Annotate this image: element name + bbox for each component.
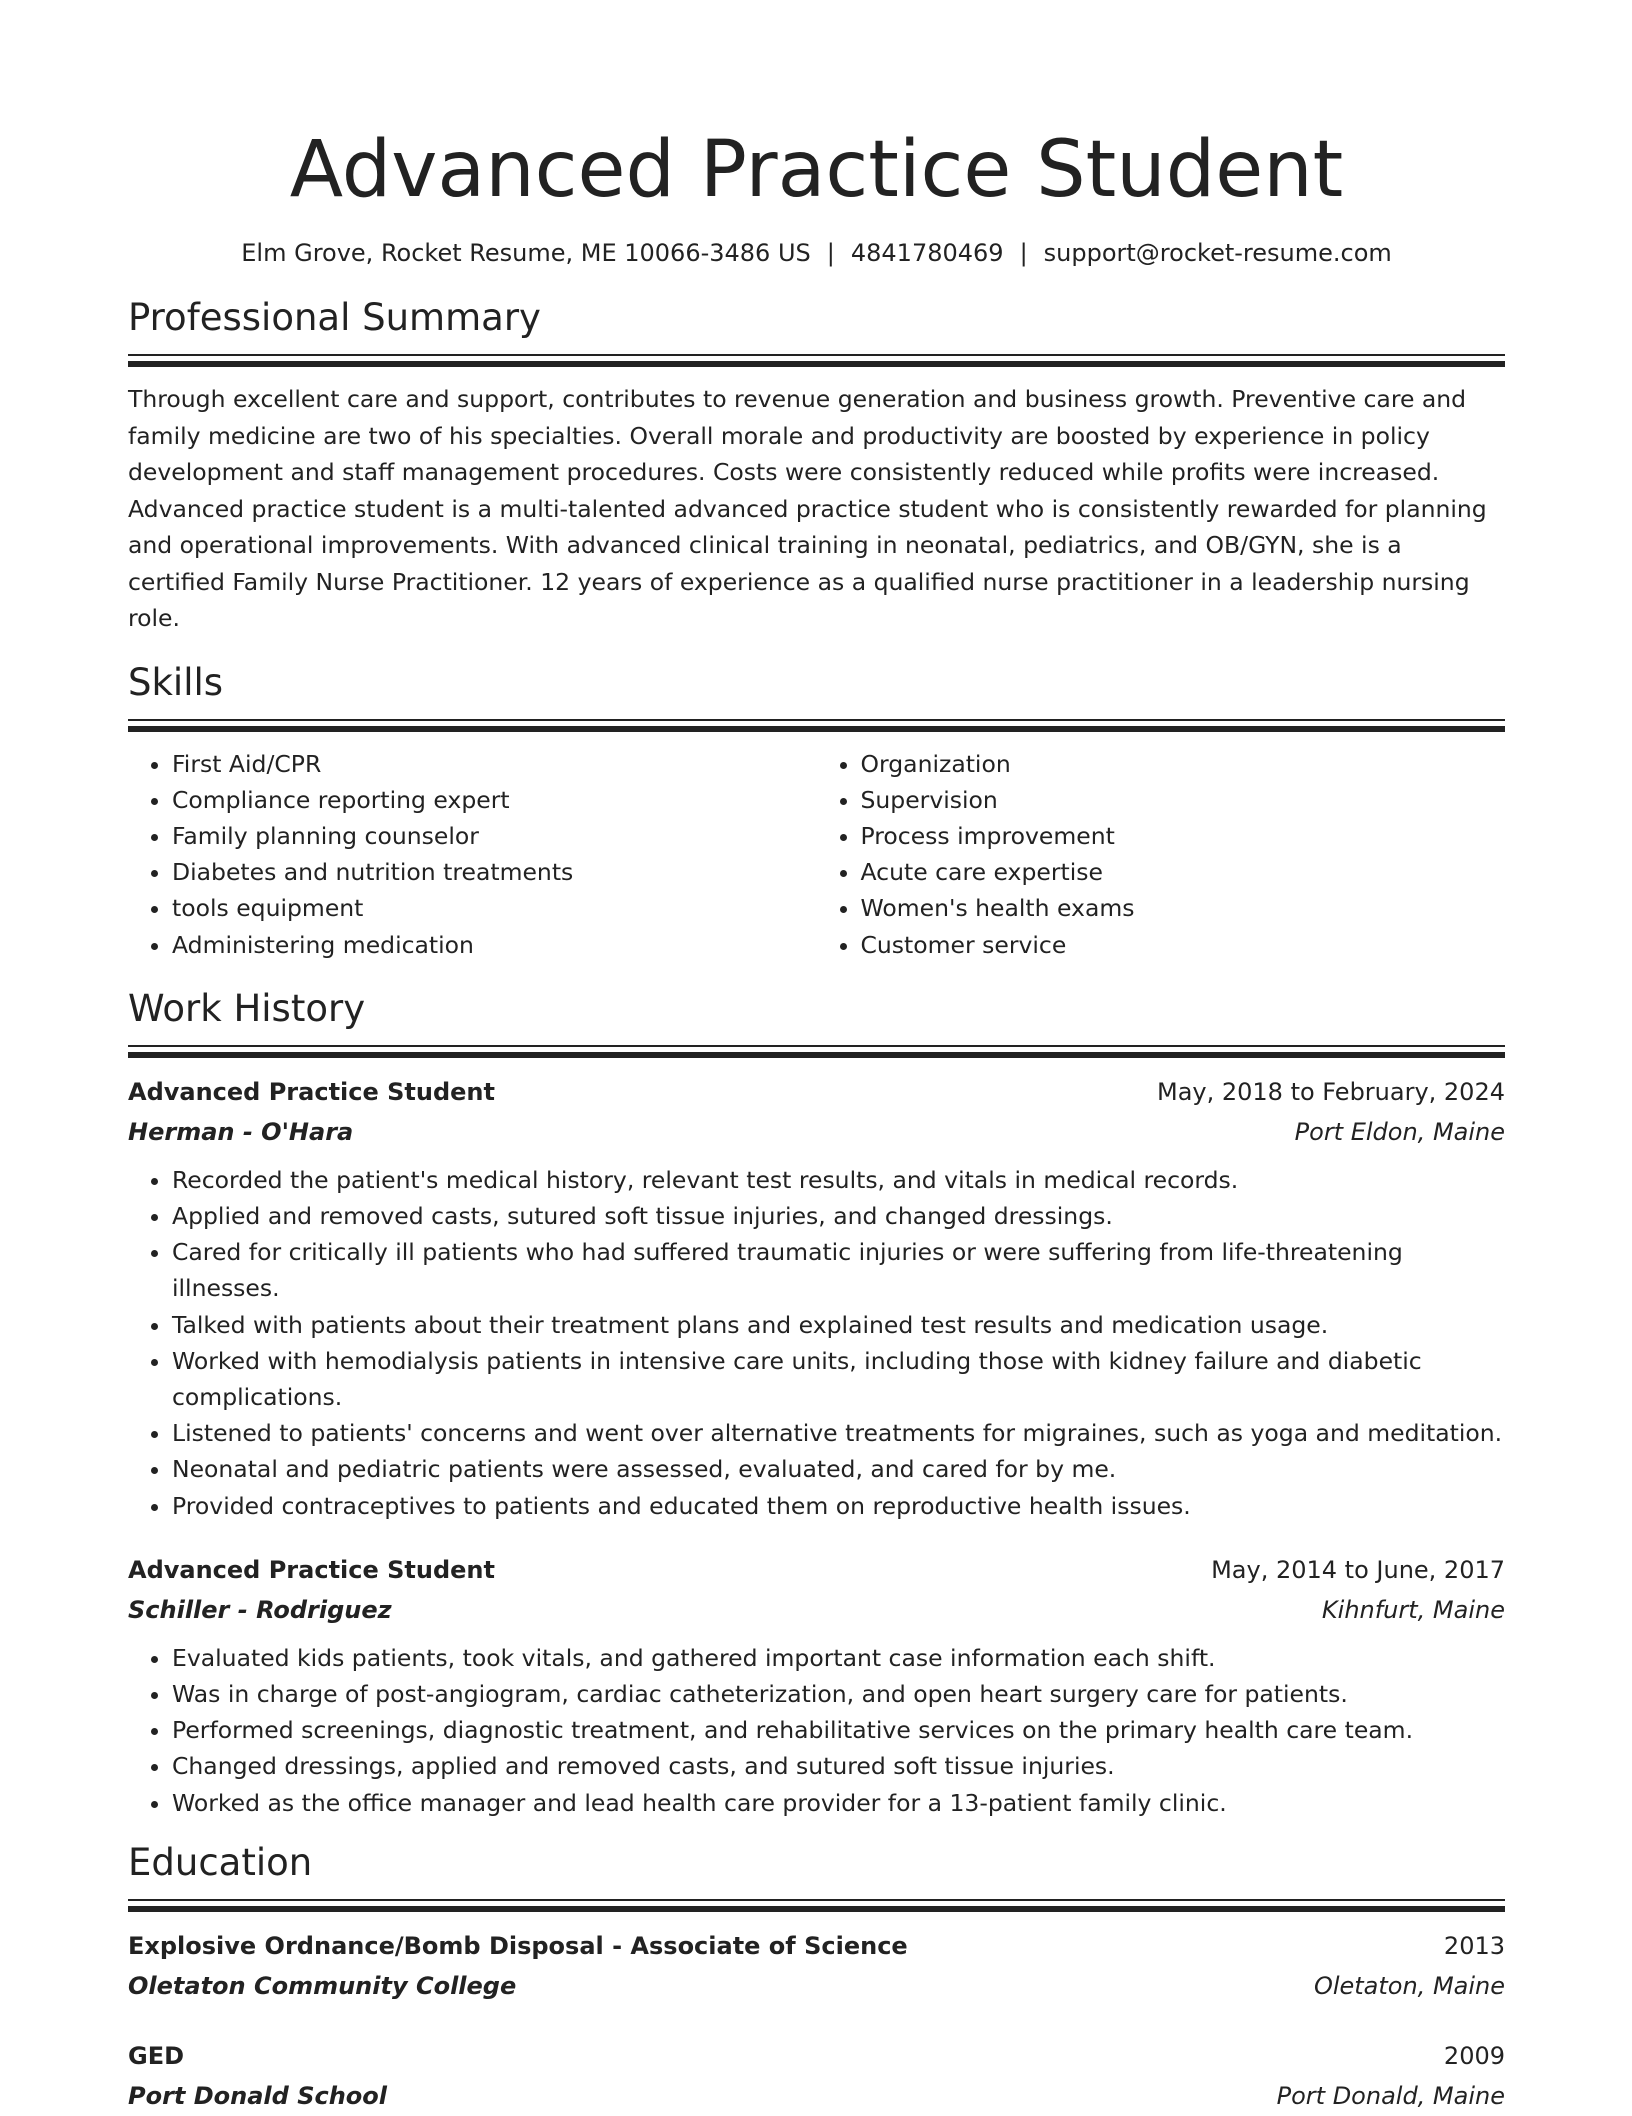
job-subheader	[128, 1112, 1505, 1152]
section-divider	[128, 719, 1505, 732]
section-title-summary: Professional Summary	[128, 296, 541, 339]
job-title: Advanced Practice Student	[128, 1077, 495, 1106]
summary-section	[128, 294, 1505, 637]
contact-line	[128, 236, 1505, 270]
skills-column-left	[128, 746, 817, 963]
job-dates: May, 2014 to June, 2017	[1211, 1555, 1505, 1584]
section-divider	[128, 1045, 1505, 1058]
contact-separator: |	[1019, 239, 1028, 267]
job-entry	[128, 1550, 1505, 1821]
contact-phone: 4841780469	[850, 239, 1004, 267]
job-bullets	[128, 1640, 1505, 1821]
education-subheader	[128, 1966, 1505, 2006]
job-title: Advanced Practice Student	[128, 1555, 495, 1584]
education-degree: GED	[128, 2041, 185, 2070]
contact-address: Elm Grove, Rocket Resume, ME 10066-3486 US	[241, 239, 811, 267]
section-title-education: Education	[128, 1840, 313, 1884]
education-subheader	[128, 2076, 1505, 2116]
skill-item: • Customer service	[861, 927, 1506, 963]
skill-item: • Compliance reporting expert	[172, 782, 817, 818]
job-header	[128, 1072, 1505, 1112]
summary-text: Through excellent care and support, contributes to revenue generation and business growth. Preventive care and family medicine are two of his specialties. Overall morale and productivity are boosted by experience in policy development and staff management procedures. Costs were consistently reduced while profits were increased. Advanced practice student is a multi-talented advanced practice student who is consistently rewarded for planning and operational improvements. With advanced clinical training in neonatal, pediatrics, and OB/GYN, she is a certified Family Nurse Practitioner. 12 years of experience as a qualified nurse practitioner in a leadership nursing role.	[128, 385, 1487, 632]
skill-item: • Women's health exams	[861, 890, 1506, 926]
job-location: Kihnfurt, Maine	[1321, 1595, 1505, 1624]
job-location: Port Eldon, Maine	[1294, 1117, 1505, 1146]
skill-item: • Supervision	[861, 782, 1506, 818]
job-bullet: • Performed screenings, diagnostic treatment, and rehabilitative services on the primary health care team.	[172, 1712, 1505, 1748]
job-bullet: • Was in charge of post-angiogram, cardiac catheterization, and open heart surgery care for patients.	[172, 1676, 1505, 1712]
skill-item: • Process improvement	[861, 818, 1506, 854]
education-year: 2013	[1443, 1931, 1505, 1960]
section-title-work-history: Work History	[128, 986, 366, 1030]
skill-item: • tools equipment	[172, 890, 817, 926]
section-divider	[128, 1899, 1505, 1912]
skill-item: • First Aid/CPR	[172, 746, 817, 782]
education-location: Oletaton, Maine	[1313, 1971, 1505, 2000]
education-year: 2009	[1443, 2041, 1505, 2070]
skill-item: • Administering medication	[172, 927, 817, 963]
skill-item: • Family planning counselor	[172, 818, 817, 854]
resume-page	[128, 0, 1505, 2116]
job-dates: May, 2018 to February, 2024	[1157, 1077, 1505, 1106]
skill-item: • Acute care expertise	[861, 854, 1506, 890]
job-company: Schiller - Rodriguez	[128, 1595, 392, 1624]
job-bullet: • Applied and removed casts, sutured soft tissue injuries, and changed dressings.	[172, 1198, 1505, 1234]
job-bullet: • Neonatal and pediatric patients were assessed, evaluated, and cared for by me.	[172, 1451, 1505, 1487]
job-bullet: • Changed dressings, applied and removed casts, and sutured soft tissue injuries.	[172, 1748, 1505, 1784]
section-title-skills: Skills	[128, 660, 224, 704]
skill-item: • Organization	[861, 746, 1506, 782]
job-bullet: • Provided contraceptives to patients and educated them on reproductive health issues.	[172, 1488, 1505, 1524]
work-history-section	[128, 985, 1505, 1821]
candidate-name: Advanced Practice Student	[289, 125, 1344, 215]
skills-list	[128, 746, 1505, 963]
job-bullet: • Listened to patients' concerns and went over alternative treatments for migraines, such as yoga and meditation.	[172, 1415, 1505, 1451]
education-header	[128, 2036, 1505, 2076]
contact-separator: |	[826, 239, 835, 267]
job-bullet: • Worked with hemodialysis patients in intensive care units, including those with kidney failure and diabetic complications.	[172, 1343, 1505, 1415]
education-entry	[128, 1926, 1505, 2006]
education-location: Port Donald, Maine	[1276, 2081, 1505, 2110]
education-header	[128, 1926, 1505, 1966]
job-subheader	[128, 1590, 1505, 1630]
job-bullets	[128, 1162, 1505, 1524]
contact-email: support@rocket-resume.com	[1043, 239, 1392, 267]
job-company: Herman - O'Hara	[128, 1117, 354, 1146]
skills-column-right	[817, 746, 1506, 963]
education-degree: Explosive Ordnance/Bomb Disposal - Associate of Science	[128, 1931, 908, 1960]
job-bullet: • Worked as the office manager and lead health care provider for a 13-patient family clinic.	[172, 1785, 1505, 1821]
job-bullet: • Cared for critically ill patients who had suffered traumatic injuries or were suffering from life-threatening illnesses.	[172, 1234, 1505, 1306]
education-section	[128, 1839, 1505, 2116]
education-entry	[128, 2036, 1505, 2116]
job-bullet: • Talked with patients about their treatment plans and explained test results and medication usage.	[172, 1307, 1505, 1343]
job-bullet: • Recorded the patient's medical history, relevant test results, and vitals in medical records.	[172, 1162, 1505, 1198]
skill-item: • Diabetes and nutrition treatments	[172, 854, 817, 890]
education-school: Port Donald School	[128, 2081, 387, 2110]
job-header	[128, 1550, 1505, 1590]
job-bullet: • Evaluated kids patients, took vitals, and gathered important case information each shift.	[172, 1640, 1505, 1676]
skills-section	[128, 659, 1505, 963]
job-entry	[128, 1072, 1505, 1524]
education-school: Oletaton Community College	[128, 1971, 517, 2000]
section-divider	[128, 354, 1505, 367]
